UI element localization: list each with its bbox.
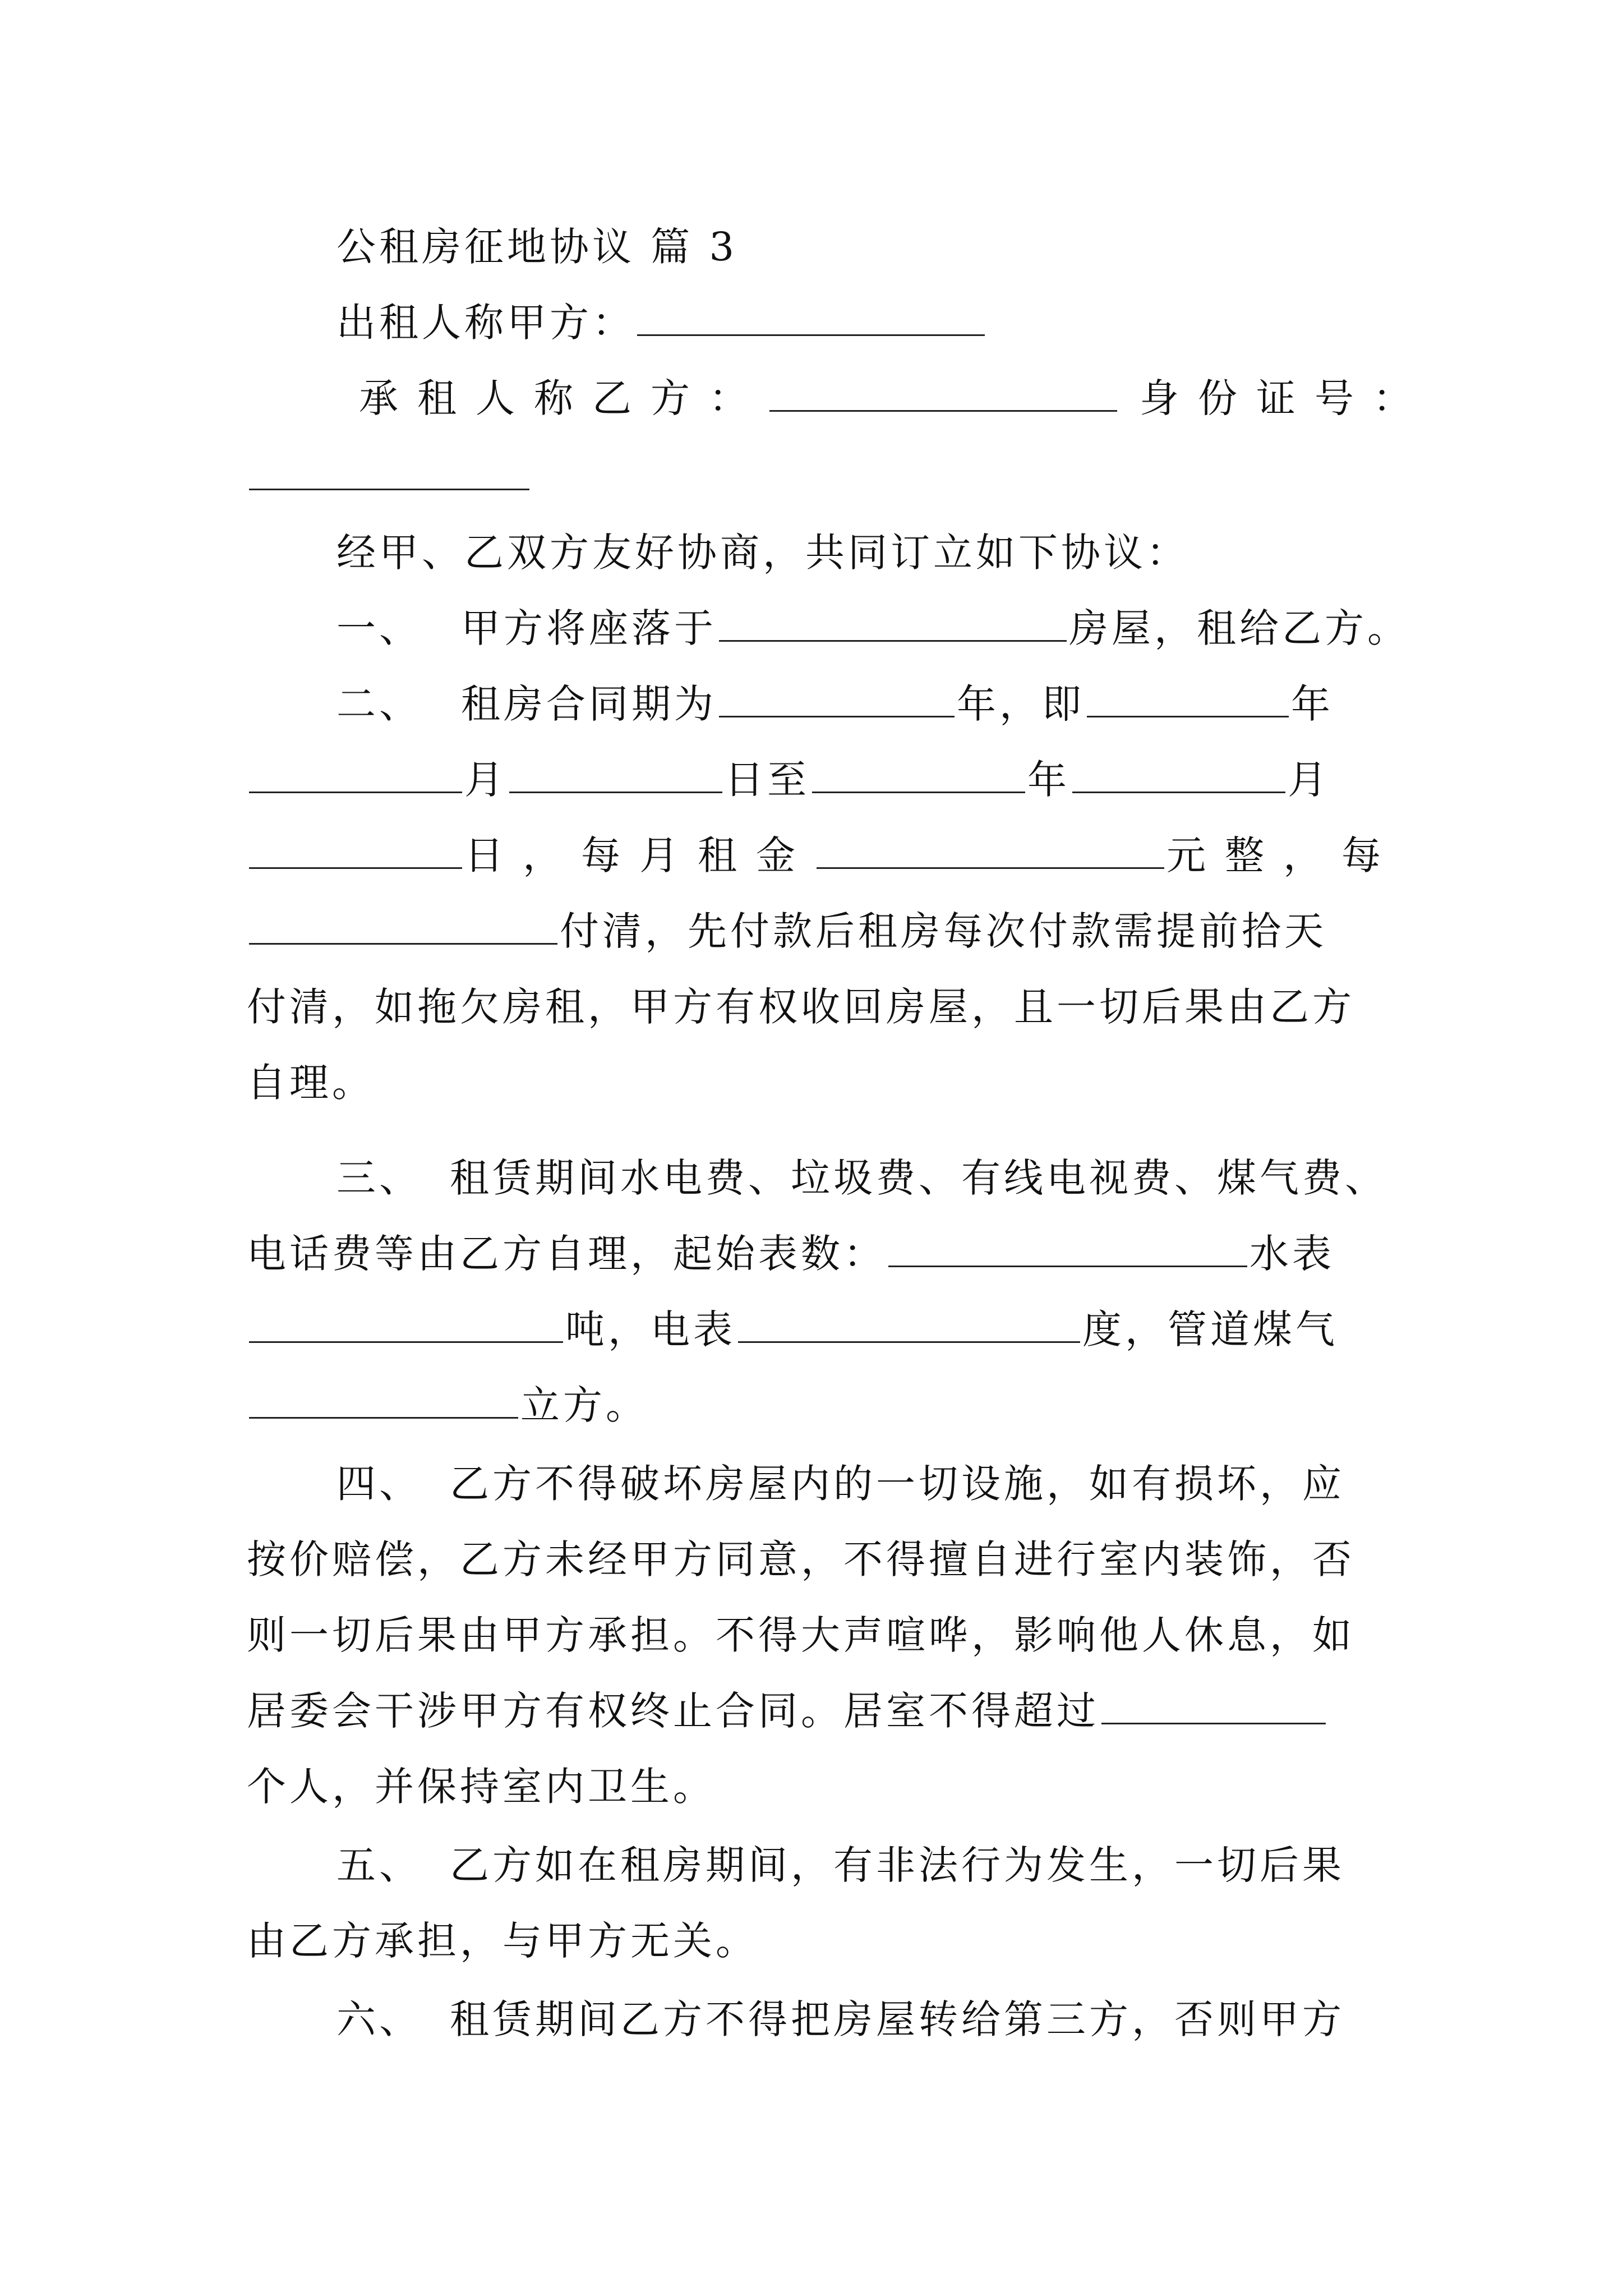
clause3-degree-label: 度，管道煤气 bbox=[1082, 1306, 1338, 1352]
clause1-number: 一、 bbox=[336, 605, 422, 651]
clause2-period-blank bbox=[249, 912, 557, 945]
lessee-label: 承租人称乙方： bbox=[359, 375, 767, 421]
clause2-pre: 租房合同期为 bbox=[461, 681, 717, 727]
clause2-end-month-char: 月 bbox=[1288, 757, 1330, 803]
clause3-number: 三、 bbox=[336, 1155, 422, 1201]
id-label: 身份证号： bbox=[1140, 375, 1431, 421]
clause2-end-year-char: 年 bbox=[1027, 757, 1070, 803]
id-blank bbox=[249, 457, 529, 490]
clause2-line5-text: 付清，如拖欠房租，甲方有权收回房屋，且一切后果由乙方 bbox=[247, 984, 1355, 1030]
clause6-line1-text: 租赁期间乙方不得把房屋转给第三方，否则甲方 bbox=[450, 1996, 1345, 2042]
clause2-end-day-blank bbox=[249, 836, 462, 869]
clause3-line1 bbox=[336, 1150, 1387, 1206]
clause4-number: 四、 bbox=[336, 1461, 422, 1507]
clause6-line1 bbox=[336, 1991, 1345, 2047]
clause4-line4-text: 居委会干涉甲方有权终止合同。居室不得超过 bbox=[247, 1688, 1099, 1734]
intro-line bbox=[336, 524, 1189, 581]
clause3-ton-label: 吨，电表 bbox=[565, 1306, 736, 1352]
intro-text: 经甲、乙双方友好协商，共同订立如下协议： bbox=[336, 530, 1189, 576]
clause3-line1-text: 租赁期间水电费、垃圾费、有线电视费、煤气费、 bbox=[450, 1155, 1387, 1201]
clause5-number: 五、 bbox=[336, 1842, 422, 1888]
clause3-water-label: 水表 bbox=[1249, 1231, 1335, 1277]
clause2-yuan: 元整，每 bbox=[1166, 832, 1400, 878]
clause2-line1 bbox=[336, 676, 1334, 732]
clause2-start-month-blank bbox=[249, 760, 462, 793]
clause2-term-blank bbox=[719, 684, 955, 717]
clause2-line6 bbox=[247, 1055, 375, 1111]
clause3-water-blank bbox=[249, 1310, 563, 1343]
clause4-line1-text: 乙方不得破坏房屋内的一切设施，如有损坏，应 bbox=[450, 1461, 1345, 1507]
clause2-line5 bbox=[247, 979, 1355, 1035]
clause2-month-char: 月 bbox=[464, 757, 507, 803]
clause3-line4 bbox=[247, 1377, 648, 1433]
clause3-electric-blank bbox=[738, 1310, 1080, 1343]
clause3-line2 bbox=[247, 1226, 1335, 1282]
clause2-line6-text: 自理。 bbox=[247, 1060, 375, 1106]
clause4-line1 bbox=[336, 1456, 1345, 1512]
lessor-blank bbox=[637, 303, 985, 336]
clause1-post: 房屋，租给乙方。 bbox=[1069, 605, 1410, 651]
clause2-line2 bbox=[247, 752, 1330, 808]
clause5-line2-text: 由乙方承担，与甲方无关。 bbox=[247, 1918, 758, 1964]
clause5-line1 bbox=[336, 1837, 1345, 1893]
clause3-line2-pre: 电话费等由乙方自理，起始表数： bbox=[247, 1231, 886, 1277]
clause2-pay-rest: 付清，先付款后租房每次付款需提前拾天 bbox=[560, 908, 1327, 954]
clause1-address-blank bbox=[719, 609, 1067, 642]
clause2-number: 二、 bbox=[336, 681, 422, 727]
clause5-line1-text: 乙方如在租房期间，有非法行为发生，一切后果 bbox=[450, 1842, 1345, 1888]
clause4-line5 bbox=[247, 1759, 716, 1815]
clause2-end-year-blank bbox=[812, 760, 1025, 793]
clause4-line3 bbox=[247, 1607, 1355, 1663]
clause2-rent-blank bbox=[817, 836, 1164, 869]
clause3-gas-blank bbox=[249, 1386, 518, 1419]
lessee-line bbox=[359, 370, 1431, 426]
lessor-label: 出租人称甲方： bbox=[336, 300, 635, 346]
id-blank-line bbox=[247, 449, 532, 505]
clause5-line2 bbox=[247, 1913, 758, 1969]
clause1-pre: 甲方将座落于 bbox=[461, 605, 717, 651]
clause3-cubic-label: 立方。 bbox=[520, 1382, 648, 1428]
clause4-line2-text: 按价赔偿，乙方未经甲方同意，不得擅自进行室内装饰，否 bbox=[247, 1536, 1355, 1582]
clause6-number: 六、 bbox=[336, 1996, 422, 2042]
lessor-line bbox=[336, 295, 987, 351]
clause3-start-reading-blank bbox=[888, 1234, 1247, 1267]
clause2-line3 bbox=[247, 827, 1400, 884]
title-text: 公租房征地协议 篇 3 bbox=[336, 224, 738, 270]
lessee-blank bbox=[769, 379, 1117, 412]
clause2-start-day-blank bbox=[509, 760, 722, 793]
clause2-rent-label: 每月租金 bbox=[581, 832, 814, 878]
clause2-end-month-blank bbox=[1072, 760, 1285, 793]
document-title bbox=[336, 219, 737, 275]
clause3-line3 bbox=[247, 1301, 1338, 1358]
clause4-occupants-blank bbox=[1101, 1691, 1326, 1724]
clause2-line4 bbox=[247, 903, 1327, 959]
clause2-year1: 年，即 bbox=[957, 681, 1085, 727]
clause4-line5-text: 个人，并保持室内卫生。 bbox=[247, 1764, 716, 1810]
clause1-line bbox=[336, 600, 1410, 656]
clause4-line2 bbox=[247, 1531, 1355, 1588]
clause2-start-year-blank bbox=[1087, 684, 1289, 717]
clause2-year-char: 年 bbox=[1291, 681, 1334, 727]
clause2-day-to: 日至 bbox=[725, 757, 810, 803]
clause4-line3-text: 则一切后果由甲方承担。不得大声喧哗，影响他人休息，如 bbox=[247, 1612, 1355, 1658]
clause4-line4 bbox=[247, 1683, 1328, 1739]
clause2-day-char: 日， bbox=[464, 832, 581, 878]
